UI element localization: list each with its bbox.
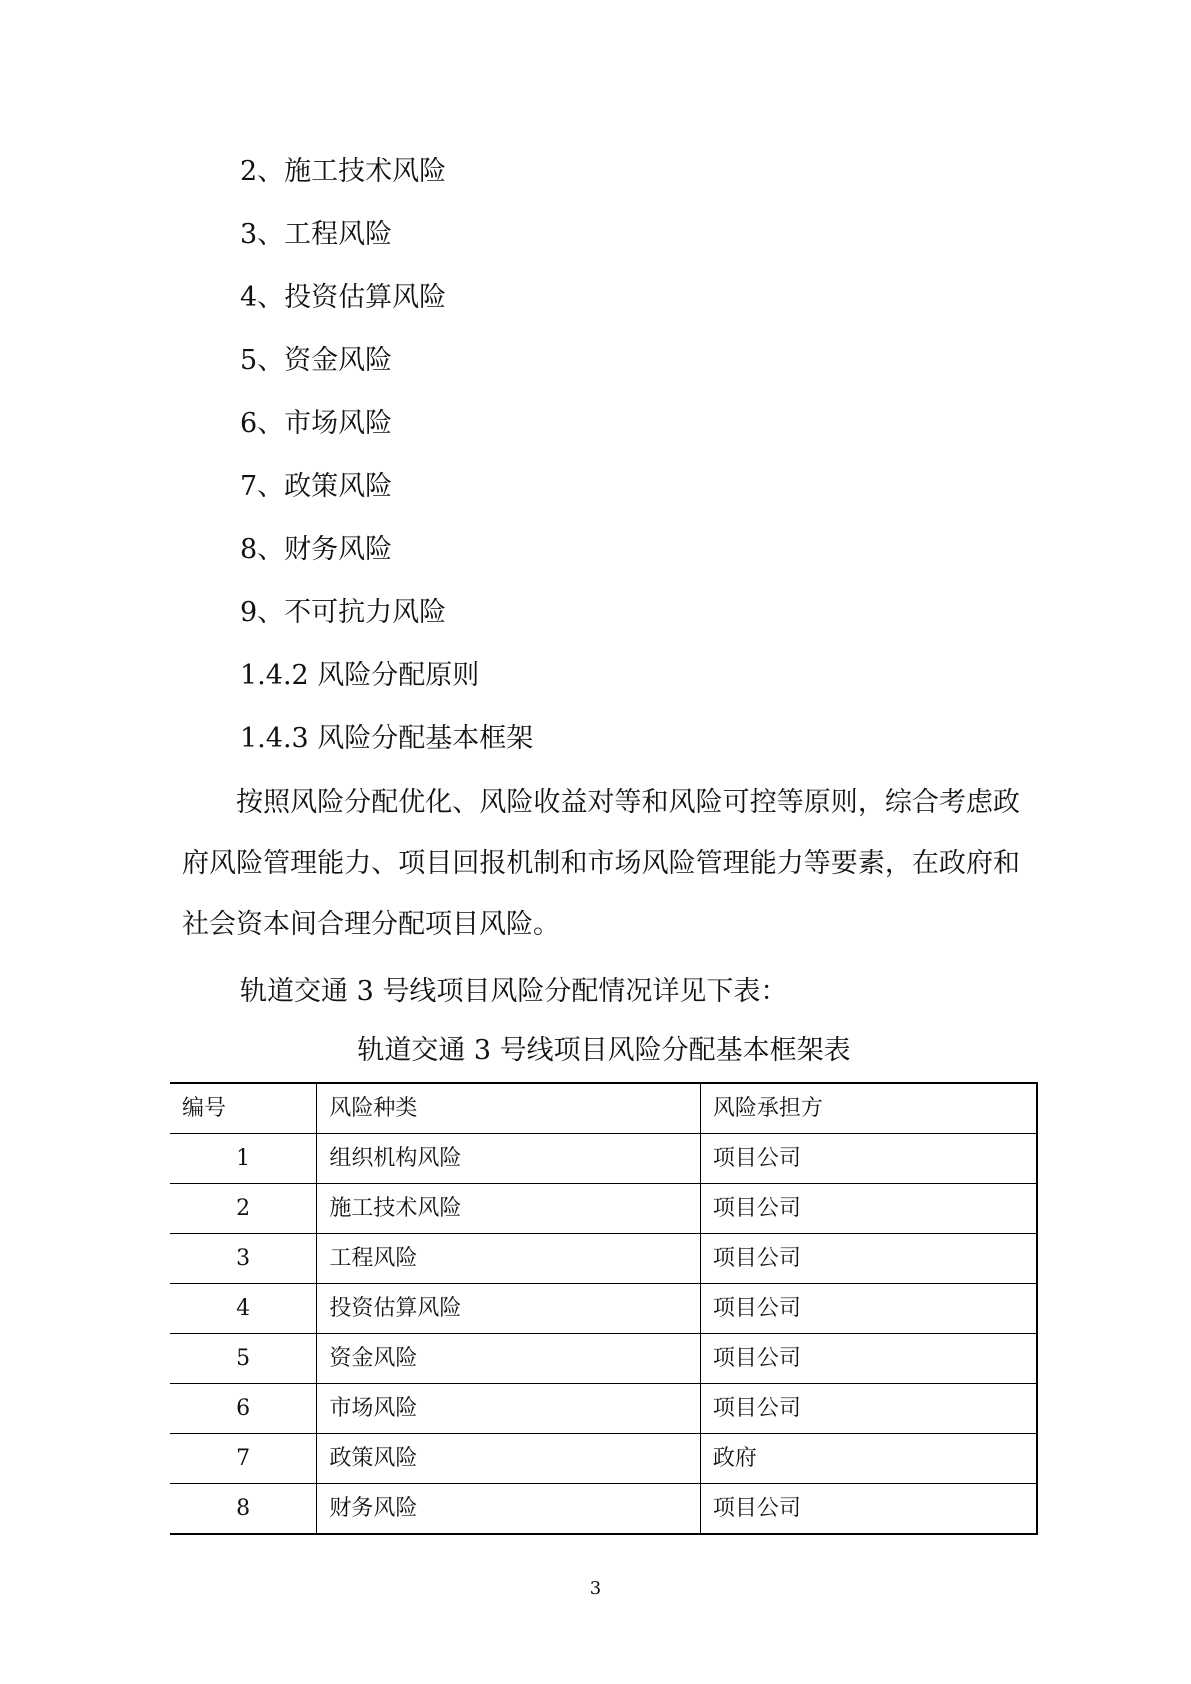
table-row bbox=[170, 1234, 1037, 1284]
table-row bbox=[170, 1134, 1037, 1184]
cell-risk-type: 组织机构风险 bbox=[317, 1134, 701, 1184]
list-item-8: 8、财务风险 bbox=[240, 534, 393, 565]
cell-risk-type: 政策风险 bbox=[317, 1434, 701, 1484]
table-row bbox=[170, 1384, 1037, 1434]
cell-number: 1 bbox=[170, 1134, 317, 1184]
cell-number: 7 bbox=[170, 1434, 317, 1484]
table-header-row bbox=[170, 1083, 1037, 1134]
list-item-5: 5、资金风险 bbox=[240, 345, 393, 376]
cell-number: 5 bbox=[170, 1334, 317, 1384]
section-heading-1-4-3: 1.4.3 风险分配基本框架 bbox=[240, 723, 534, 754]
list-item-2: 2、施工技术风险 bbox=[240, 156, 447, 187]
cell-risk-type: 市场风险 bbox=[317, 1384, 701, 1434]
cell-risk-bearer: 项目公司 bbox=[700, 1334, 1037, 1384]
list-item-6: 6、市场风险 bbox=[240, 408, 393, 439]
header-number: 编号 bbox=[170, 1083, 317, 1134]
table-row bbox=[170, 1484, 1037, 1535]
cell-risk-type: 施工技术风险 bbox=[317, 1184, 701, 1234]
table-caption: 轨道交通 3 号线项目风险分配基本框架表 bbox=[357, 1035, 851, 1066]
cell-risk-type: 工程风险 bbox=[317, 1234, 701, 1284]
page-number: 3 bbox=[589, 1578, 602, 1599]
cell-risk-type: 投资估算风险 bbox=[317, 1284, 701, 1334]
cell-risk-bearer: 项目公司 bbox=[700, 1234, 1037, 1284]
cell-risk-bearer: 项目公司 bbox=[700, 1134, 1037, 1184]
cell-risk-bearer: 项目公司 bbox=[700, 1184, 1037, 1234]
table-row bbox=[170, 1334, 1037, 1384]
table-row bbox=[170, 1184, 1037, 1234]
cell-number: 4 bbox=[170, 1284, 317, 1334]
table-row bbox=[170, 1434, 1037, 1484]
cell-risk-bearer: 项目公司 bbox=[700, 1384, 1037, 1434]
cell-risk-bearer: 政府 bbox=[700, 1434, 1037, 1484]
cell-number: 8 bbox=[170, 1484, 317, 1535]
table-intro-paragraph: 轨道交通 3 号线项目风险分配情况详见下表： bbox=[240, 976, 788, 1007]
risk-allocation-table bbox=[170, 1082, 1038, 1535]
list-item-9: 9、不可抗力风险 bbox=[240, 597, 447, 628]
cell-number: 3 bbox=[170, 1234, 317, 1284]
header-risk-bearer: 风险承担方 bbox=[700, 1083, 1037, 1134]
table-row bbox=[170, 1284, 1037, 1334]
cell-risk-type: 资金风险 bbox=[317, 1334, 701, 1384]
cell-risk-bearer: 项目公司 bbox=[700, 1484, 1037, 1535]
header-risk-type: 风险种类 bbox=[317, 1083, 701, 1134]
cell-number: 6 bbox=[170, 1384, 317, 1434]
principle-paragraph-text: 按照风险分配优化、风险收益对等和风险可控等原则，综合考虑政府风险管理能力、项目回报机制和市场风险管理能力等要素，在政府和社会资本间合理分配项目风险。 bbox=[182, 787, 1020, 940]
principle-paragraph bbox=[182, 772, 1020, 955]
cell-risk-type: 财务风险 bbox=[317, 1484, 701, 1535]
list-item-4: 4、投资估算风险 bbox=[240, 282, 447, 313]
section-heading-1-4-2: 1.4.2 风险分配原则 bbox=[240, 660, 480, 691]
list-item-7: 7、政策风险 bbox=[240, 471, 393, 502]
list-item-3: 3、工程风险 bbox=[240, 219, 393, 250]
cell-number: 2 bbox=[170, 1184, 317, 1234]
cell-risk-bearer: 项目公司 bbox=[700, 1284, 1037, 1334]
